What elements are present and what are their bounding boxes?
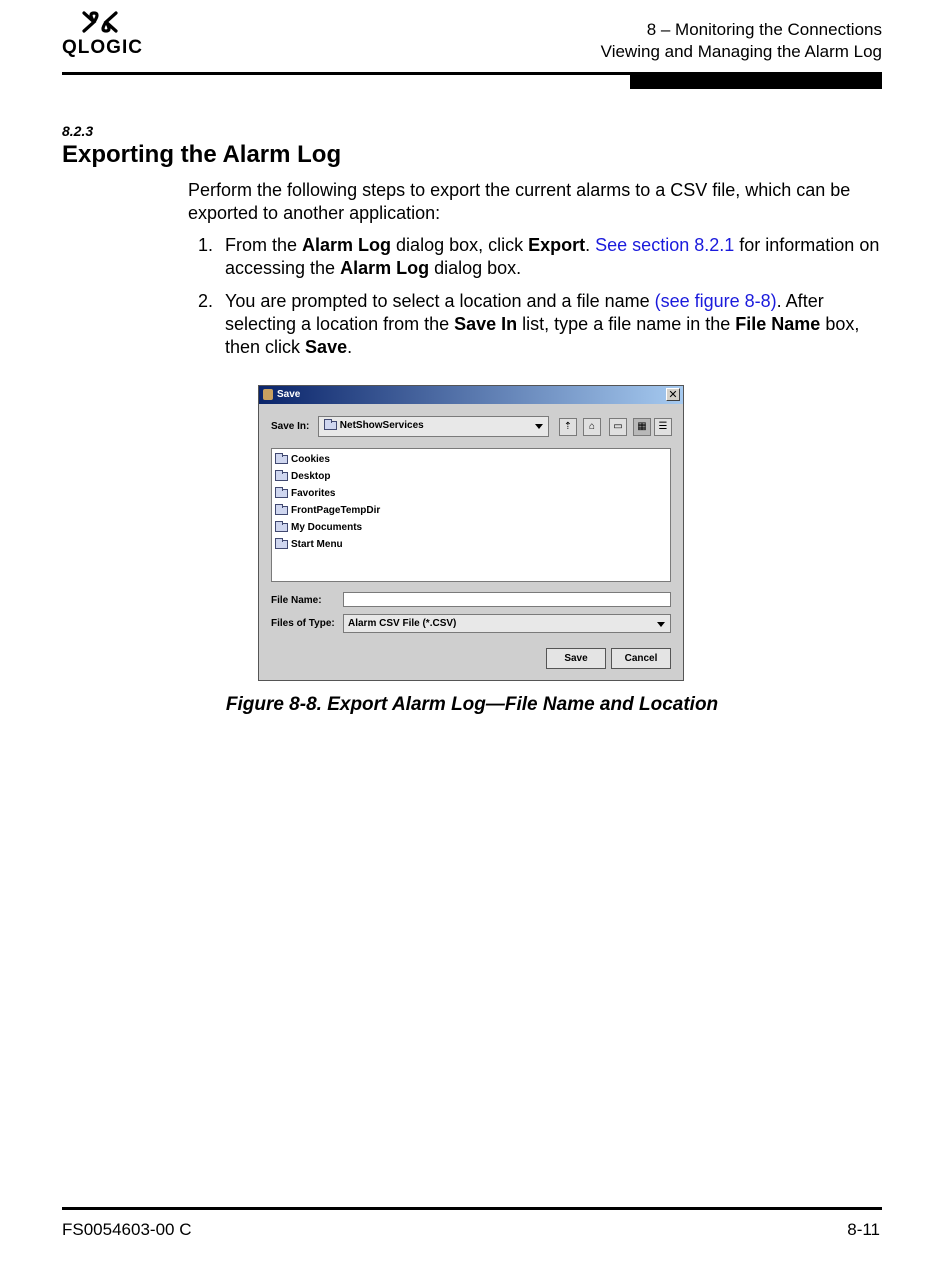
- new-folder-icon: ▭: [613, 421, 623, 432]
- step-text: . After selecting a location from the: [225, 291, 824, 334]
- intro-paragraph: Perform the following steps to export the current alarms to a CSV file, which can be exported to another application:: [188, 180, 851, 223]
- folder-name: Start Menu: [291, 539, 343, 550]
- document-id: FS0054603-00 C: [62, 1220, 192, 1239]
- step-text: dialog box, click: [391, 235, 529, 255]
- file-type-label: Files of Type:: [271, 618, 335, 629]
- section-link[interactable]: See section 8.2.1: [595, 235, 735, 255]
- close-icon[interactable]: ✕: [666, 388, 680, 401]
- steps-list: [188, 234, 888, 359]
- file-name-label: File Name:: [271, 595, 322, 606]
- logo-wordmark: QLOGIC: [62, 37, 143, 58]
- page-number: 8-11: [847, 1220, 880, 1239]
- up-folder-button[interactable]: [559, 418, 577, 436]
- details-view-icon: ☰: [658, 421, 668, 432]
- folder-item[interactable]: [274, 519, 668, 536]
- folder-name: Desktop: [291, 471, 331, 482]
- ui-term: Export: [528, 235, 586, 255]
- folder-icon: [324, 421, 337, 430]
- step-text: From the: [225, 235, 303, 255]
- folder-icon: [275, 489, 288, 498]
- home-icon: ⌂: [588, 421, 596, 432]
- file-type-value: Alarm CSV File (*.CSV): [348, 618, 457, 629]
- folder-name: My Documents: [291, 522, 363, 533]
- save-in-dropdown[interactable]: [318, 416, 549, 437]
- dialog-title: Save: [277, 389, 301, 400]
- step-2: [188, 290, 888, 359]
- chevron-down-icon: [535, 424, 543, 429]
- step-1: [188, 234, 888, 280]
- folder-item[interactable]: [274, 502, 668, 519]
- list-view-icon: ▦: [637, 421, 647, 432]
- details-view-button[interactable]: [654, 418, 672, 436]
- figure-link[interactable]: (see figure 8-8): [654, 291, 777, 311]
- footer-rule: [62, 1207, 882, 1210]
- step-text: list, type a file name in the: [517, 314, 736, 334]
- save-in-value: NetShowServices: [339, 420, 424, 431]
- ui-term: Alarm Log: [340, 258, 430, 278]
- home-button[interactable]: [583, 418, 601, 436]
- chevron-down-icon: [657, 622, 665, 627]
- section-title: Exporting the Alarm Log: [62, 141, 342, 168]
- folder-name: FrontPageTempDir: [291, 505, 381, 516]
- folder-icon: [275, 506, 288, 515]
- qlogic-logo: [62, 9, 152, 59]
- step-text: box, then click: [225, 314, 860, 357]
- qlogic-logo-icon: [80, 9, 120, 35]
- folder-item[interactable]: [274, 468, 668, 485]
- folder-icon: [275, 540, 288, 549]
- step-number: 2.: [198, 291, 214, 311]
- file-list[interactable]: [271, 448, 671, 582]
- header-bar: [630, 75, 882, 89]
- folder-item[interactable]: [274, 536, 668, 553]
- dialog-titlebar: [259, 386, 683, 404]
- folder-icon: [275, 472, 288, 481]
- save-in-label: Save In:: [271, 421, 310, 432]
- header-section: Viewing and Managing the Alarm Log: [600, 42, 882, 61]
- step-text: You are prompted to select a location and a file name: [225, 291, 655, 311]
- running-header: [601, 19, 882, 63]
- step-number: 1.: [198, 235, 214, 255]
- folder-icon: [275, 523, 288, 532]
- save-dialog: [258, 385, 684, 681]
- save-button[interactable]: Save: [546, 648, 606, 669]
- ui-term: Save In: [454, 314, 518, 334]
- ui-term: File Name: [735, 314, 821, 334]
- folder-item[interactable]: [274, 451, 668, 468]
- ui-term: Save: [305, 337, 348, 357]
- step-text: .: [347, 337, 353, 357]
- ui-term: Alarm Log: [302, 235, 392, 255]
- folder-icon: [275, 455, 288, 464]
- list-view-button[interactable]: [633, 418, 651, 436]
- java-cup-icon: [263, 389, 273, 400]
- up-folder-icon: ⇡: [563, 421, 573, 432]
- step-text: .: [585, 235, 596, 255]
- new-folder-button[interactable]: [609, 418, 627, 436]
- header-chapter: 8 – Monitoring the Connections: [646, 20, 882, 39]
- step-text: dialog box.: [429, 258, 522, 278]
- file-type-dropdown[interactable]: [343, 614, 671, 633]
- folder-name: Favorites: [291, 488, 336, 499]
- folder-item[interactable]: [274, 485, 668, 502]
- folder-name: Cookies: [291, 454, 330, 465]
- file-name-input[interactable]: [343, 592, 671, 607]
- figure-caption: Figure 8-8. Export Alarm Log—File Name and Location: [225, 694, 719, 715]
- step-text: for information on accessing the: [225, 235, 880, 278]
- cancel-button[interactable]: Cancel: [611, 648, 671, 669]
- section-number: 8.2.3: [62, 123, 94, 139]
- body-text: [188, 179, 888, 369]
